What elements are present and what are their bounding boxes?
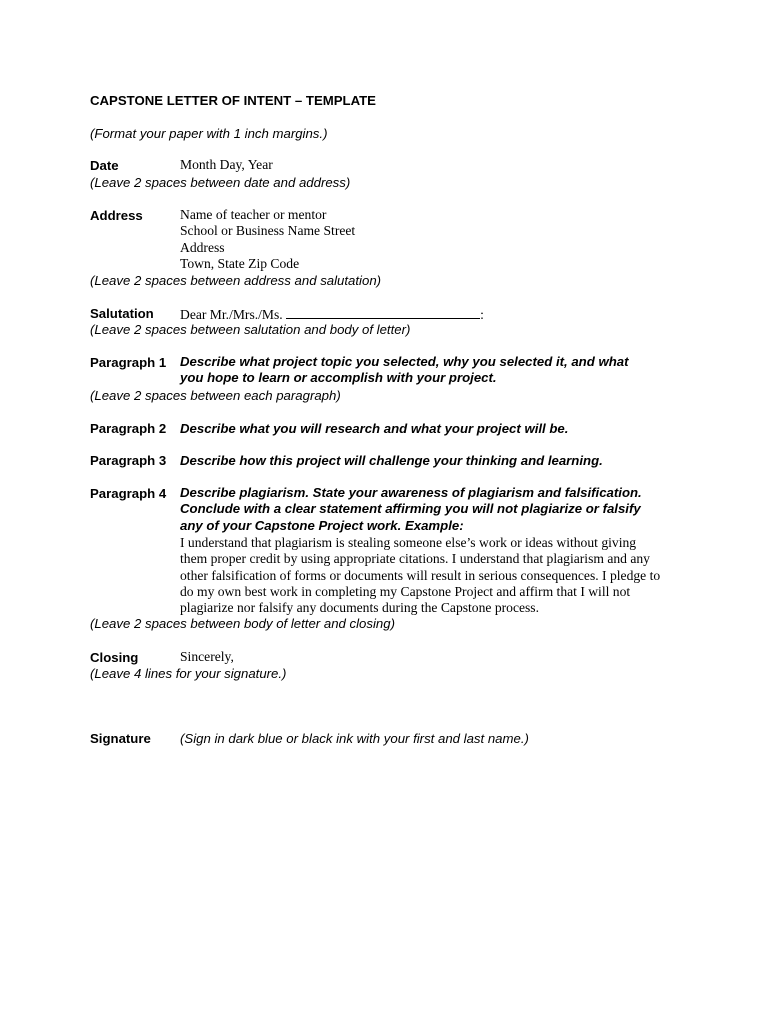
example-line: I understand that plagiarism is stealing someone else’s work or ideas without giving (180, 535, 637, 550)
example-line: other falsification of forms or documents will result in serious consequences. I pledge to (180, 567, 661, 583)
example-line: them proper credit by using appropriate citations. I understand that plagiarism and any (180, 551, 650, 567)
closing-label: Closing (90, 650, 139, 665)
closing-value: Sincerely, (180, 649, 234, 664)
paragraph4-line: Conclude with a clear statement affirming you will not plagiarize or falsify (180, 501, 641, 517)
address-block (180, 207, 355, 272)
paragraph4-line: any of your Capstone Project work. Example: (180, 517, 464, 533)
paragraph3-label: Paragraph 3 (90, 453, 167, 468)
paragraph3-description: Describe how this project will challenge your thinking and learning. (180, 453, 603, 468)
paragraph1-note: (Leave 2 spaces between each paragraph) (90, 388, 341, 403)
salutation-note: (Leave 2 spaces between salutation and body of letter) (90, 322, 411, 337)
paragraph4-line: Describe plagiarism. State your awareness of plagiarism and falsification. (180, 485, 642, 500)
salutation-prefix: Dear Mr./Mrs./Ms. (180, 307, 287, 322)
paragraph4-note: (Leave 2 spaces between body of letter and closing) (90, 616, 395, 631)
paragraph1-line: you hope to learn or accomplish with your project. (180, 370, 497, 386)
paragraph1-description (180, 354, 629, 387)
document-title: CAPSTONE LETTER OF INTENT – TEMPLATE (90, 93, 376, 108)
plagiarism-example (180, 535, 660, 616)
date-value: Month Day, Year (180, 157, 273, 172)
address-line: School or Business Name Street (180, 223, 356, 239)
address-line: Address (180, 239, 225, 255)
paragraph4-description (180, 485, 642, 534)
salutation-suffix: : (480, 307, 484, 322)
salutation-value (180, 305, 484, 323)
paragraph2-description: Describe what you will research and what your project will be. (180, 421, 569, 436)
address-label: Address (90, 208, 143, 223)
signature-note: (Sign in dark blue or black ink with your first and last name.) (180, 731, 529, 746)
paragraph1-line: Describe what project topic you selected, why you selected it, and what (180, 354, 629, 369)
name-blank-line (286, 305, 480, 319)
signature-label: Signature (90, 731, 151, 746)
example-line: do my own best work in completing my Capstone Project and affirm that I will not (180, 583, 631, 599)
date-label: Date (90, 158, 119, 173)
salutation-label: Salutation (90, 306, 154, 321)
address-line: Town, State Zip Code (180, 255, 300, 271)
address-line: Name of teacher or mentor (180, 207, 327, 222)
example-line: plagiarize nor falsify any documents during the Capstone process. (180, 600, 539, 616)
paragraph2-label: Paragraph 2 (90, 421, 167, 436)
date-note: (Leave 2 spaces between date and address) (90, 175, 351, 190)
address-note: (Leave 2 spaces between address and salutation) (90, 273, 382, 288)
closing-note: (Leave 4 lines for your signature.) (90, 666, 287, 681)
format-note: (Format your paper with 1 inch margins.) (90, 126, 328, 141)
paragraph4-label: Paragraph 4 (90, 486, 167, 501)
paragraph1-label: Paragraph 1 (90, 355, 167, 370)
